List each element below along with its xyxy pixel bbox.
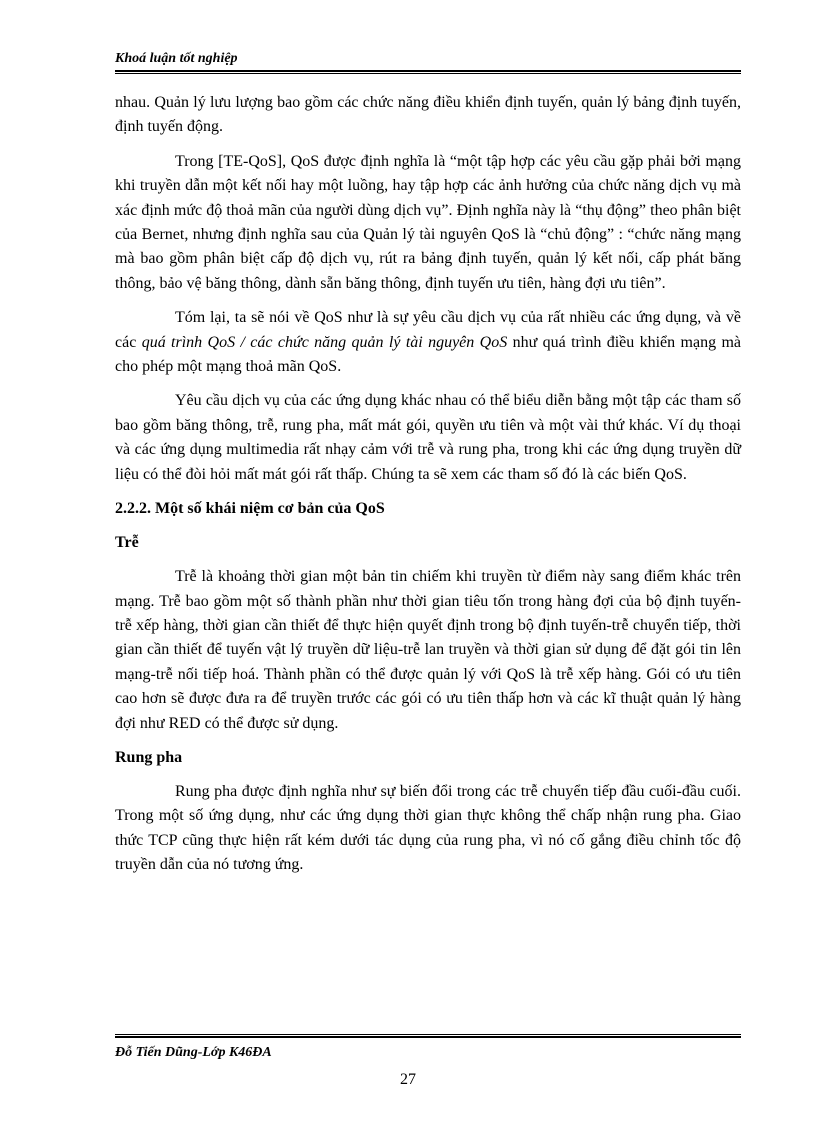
paragraph-3-text-a: Tóm lại, ta sẽ nói về QoS như là sự yêu cầu dịch vụ của rất nhiều các ứng dụng, và về các <box>115 309 741 351</box>
subheading-tre: Trễ <box>115 534 139 552</box>
paragraph-1: nhau. Quản lý lưu lượng bao gồm các chức năng điều khiển định tuyến, quản lý bảng định tuyến, định tuyến động. <box>115 94 741 136</box>
section-heading: 2.2.2. Một số khái niệm cơ bản của QoS <box>115 500 385 518</box>
paragraph-2: Trong [TE-QoS], QoS được định nghĩa là “một tập hợp các yêu cầu gặp phải bởi mạng khi truyền dẫn một kết nối hay một luồng, hay tập hợp các ảnh hưởng của chức năng dịch vụ mà xác định mức độ thoả mãn của người dùng dịch vụ”. Định nghĩa này là “thụ động” theo phân biệt của Bernet, nhưng định nghĩa sau của Quản lý tài nguyên QoS là “chủ động” : “chức năng mạng mà bao gồm phân biệt cấp độ dịch vụ, rút ra bảng định tuyến, quản lý kết nối, cấp phát băng thông, bảo vệ băng thông, dành sẵn băng thông, định tuyến ưu tiên, hàng đợi ưu tiên”. <box>115 152 741 292</box>
subheading-rung-pha: Rung pha <box>115 748 183 766</box>
paragraph-3-italic: quá trình QoS / các chức năng quản lý tài nguyên QoS <box>141 333 508 351</box>
page-body <box>115 91 741 888</box>
paragraph-6: Rung pha được định nghĩa như sự biến đổi trong các trễ chuyển tiếp đầu cuối-đầu cuối. Trong một số ứng dụng, như các ứng dụng thời gian thực không thể chấp nhận rung pha. Giao thức TCP cũng thực hiện rất kém dưới tác dụng của rung pha, vì nó cố gắng điều chỉnh tốc độ truyền dẫn của nó tương ứng. <box>115 782 741 874</box>
page-header: Khoá luận tốt nghiệp <box>115 51 238 66</box>
page-number: 27 <box>400 1071 416 1088</box>
paragraph-3-text-b: như quá trình điều khiển mạng mà cho phép một mạng thoả mãn QoS. <box>115 333 741 376</box>
paragraph-3 <box>115 306 741 379</box>
paragraph-5: Trễ là khoảng thời gian một bản tin chiếm khi truyền từ điểm này sang điểm khác trên mạng. Trễ bao gồm một số thành phần như thời gian tiêu tốn trong hàng đợi của bộ định tuyến-trễ xếp hàng, thời gian cần thiết để thực hiện quyết định trong bộ định tuyến-trễ chuyển tiếp, thời gian cần thiết để tuyến vật lý truyền dữ liệu-trễ lan truyền và thời gian sử dụng để đặt gói tin lên mạng-trễ nối tiếp hoá. Thành phần có thể được quản lý với QoS là trễ xếp hàng. Gói có ưu tiên cao hơn sẽ được đưa ra để truyền trước các gói có ưu tiên thấp hơn và các kĩ thuật quản lý hàng đợi như RED có thể được sử dụng. <box>115 568 741 732</box>
page-footer: Đỗ Tiến Dũng-Lớp K46ĐA <box>115 1045 272 1060</box>
footer-rule <box>115 1034 741 1038</box>
paragraph-4: Yêu cầu dịch vụ của các ứng dụng khác nhau có thể biểu diễn bằng một tập các tham số bao gồm băng thông, trễ, rung pha, mất mát gói, quyền ưu tiên và một vài thứ khác. Ví dụ thoại và các ứng dụng multimedia rất nhạy cảm với trễ và rung pha, trong khi các ứng dụng truyền dữ liệu có thể đòi hỏi mất mát gói rất thấp. Chúng ta sẽ xem các tham số đó là các biến QoS. <box>115 392 741 483</box>
header-rule <box>115 70 741 74</box>
